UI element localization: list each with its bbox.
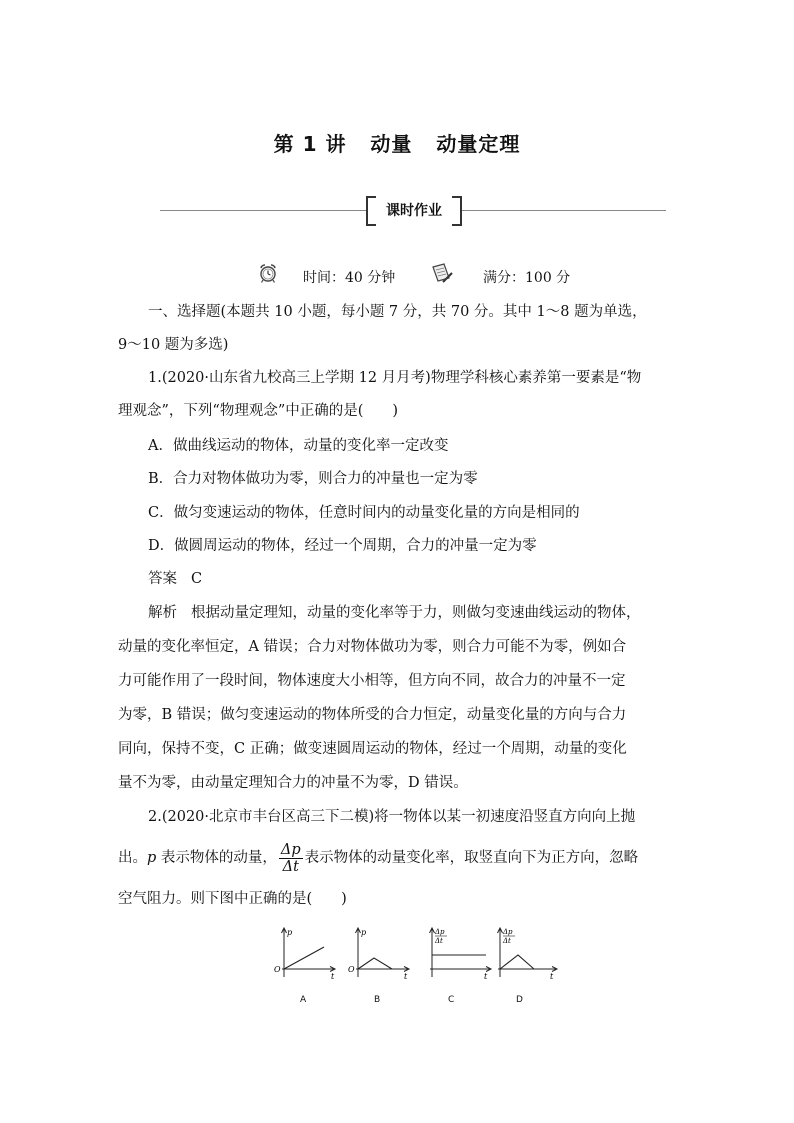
exam-meta [0,262,794,288]
graph-caption-c: C [448,995,455,1005]
q1-analysis-line-3: 力可能作用了一段时间，物体速度大小相等，但方向不同，故合力的冲量不一定 [118,673,626,689]
q1-stem-line-1: 1.(2020·山东省九校高三上学期 12 月月考)物理学科核心素养第一要素是“物 [148,370,642,386]
q2-stem-line-2 [118,838,678,878]
graph-caption-d: D [516,995,523,1005]
axis-label-t: t [484,972,488,981]
banner-bracket-left [366,196,376,226]
topic-momentum: 动量 [370,132,413,156]
topic-momentum-theorem: 动量定理 [436,132,521,156]
axis-label-t: t [550,972,554,981]
alarm-clock-icon [257,262,279,288]
q1-analysis-line-5: 同向，保持不变，C 正确；做变速圆周运动的物体，经过一个周期，动量的变化 [118,741,627,757]
section-banner [366,196,462,224]
q1-analysis-line-6: 量不为零，由动量定理知合力的冲量不为零，D 错误。 [118,775,468,791]
q1-option-c: C．做匀变速运动的物体，任意时间内的动量变化量的方向是相同的 [148,505,580,521]
answer-label: 答案 [148,571,177,587]
graph-caption-b: B [374,995,381,1005]
analysis-label: 解析 [148,605,177,621]
full-score: 满分：100 分 [483,270,571,286]
banner-rule-left [160,210,366,211]
q2-stem-line-1: 2.(2020·北京市丰台区高三下二模)将一物体以某一初速度沿竖直方向向上抛 [148,809,636,825]
axis-label-p: p [287,928,293,937]
axis-label-rate-num: Δp [503,928,513,936]
analysis-text: 根据动量定理知，动量的变化率等于力，则做匀变速曲线运动的物体， [191,605,641,621]
graph-option-a [268,925,340,1007]
graph-caption-a: A [300,995,307,1005]
q1-stem-line-2: 理观念”，下列“物理观念”中正确的是( ) [118,403,399,419]
q1-option-b: B．合力对物体做功为零，则合力的冲量也一定为零 [148,471,478,487]
axis-label-t: t [331,972,335,981]
momentum-symbol: p [147,850,157,866]
banner-bracket-right [452,196,462,226]
q1-analysis-line-2: 动量的变化率恒定，A 错误；合力对物体做功为零，则合力可能不为零，例如合 [118,639,627,655]
q1-analysis-line-1 [148,597,708,630]
paper-pen-icon [430,262,454,288]
axis-label-rate-den: Δt [503,937,511,945]
axis-label-p: p [361,928,367,937]
section-banner-label: 课时作业 [386,203,442,219]
axis-label-t: t [404,972,408,981]
origin-label: O [348,965,355,974]
answer-graphs [268,925,568,1010]
q2-stem-line-3: 空气阻力。则下图中正确的是( ) [118,891,347,907]
axis-label-rate-num: Δp [435,928,445,936]
q2-text-pre: 出。 [118,850,147,866]
q1-answer [148,563,708,596]
q1-option-a: A．做曲线运动的物体，动量的变化率一定改变 [148,438,449,454]
time-limit: 时间：40 分钟 [303,270,396,286]
graph-option-b [344,925,416,1007]
origin-label: O [274,965,281,974]
momentum-rate-fraction [279,842,303,875]
fraction-denominator: Δt [282,858,299,875]
q2-text-mid: 表示物体的动量， [156,850,277,866]
instructions-line-2: 9～10 题为多选) [118,337,229,353]
q1-option-d: D．做圆周运动的物体，经过一个周期，合力的冲量一定为零 [148,538,537,554]
fraction-numerator: Δp [280,841,301,858]
axis-label-rate-den: Δt [435,937,443,945]
lecture-number: 第 1 讲 [273,132,347,156]
graph-option-c [422,925,494,1007]
page-title [0,128,794,157]
answer-value: C [191,571,203,587]
q1-analysis-line-4: 为零，B 错误；做匀变速运动的物体所受的合力恒定，动量变化量的方向与合力 [118,707,627,723]
q2-text-post: 表示物体的动量变化率，取竖直向下为正方向，忽略 [304,850,639,866]
graph-option-d [490,925,562,1007]
banner-rule-right [462,210,666,211]
instructions-line-1: 一、选择题(本题共 10 小题，每小题 7 分，共 70 分。其中 1～8 题为单选， [148,304,647,320]
